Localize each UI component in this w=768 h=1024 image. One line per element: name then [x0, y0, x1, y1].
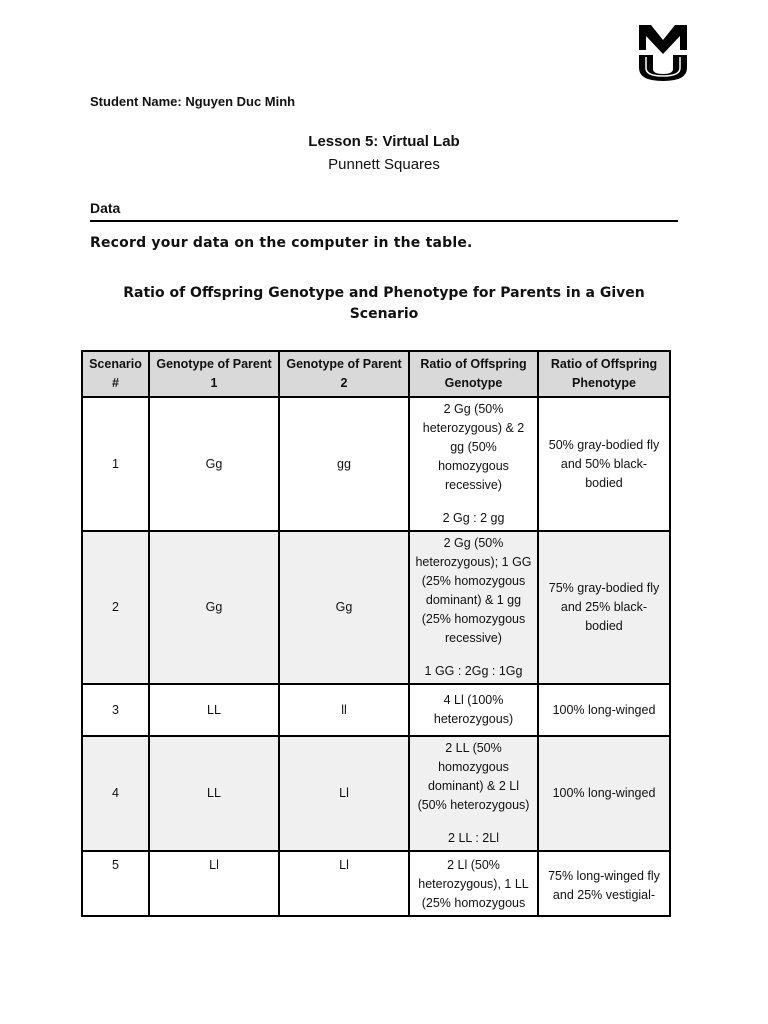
section-heading: Data — [90, 200, 121, 216]
table-row — [82, 531, 670, 684]
cell-phenotype: 100% long-winged — [538, 684, 670, 736]
table-row — [82, 851, 670, 916]
cell-phenotype: 100% long-winged — [538, 736, 670, 851]
data-table — [81, 350, 671, 917]
cell-scenario: 3 — [82, 684, 149, 736]
cell-parent2: Ll — [279, 851, 409, 916]
cell-scenario: 2 — [82, 531, 149, 684]
cell-genotype: 2 Gg (50% heterozygous); 1 GG (25% homozygous dominant) & 1 gg (25% homozygous recessive) 1 GG : 2Gg : 1Gg — [409, 531, 538, 684]
cell-parent2: gg — [279, 397, 409, 531]
cell-parent2: ll — [279, 684, 409, 736]
table-title: Ratio of Offspring Genotype and Phenotype for Parents in a Given Scenario — [123, 285, 645, 322]
mu-logo-icon — [638, 24, 688, 82]
header-scenario: Scenario # — [82, 351, 149, 397]
lesson-title: Lesson 5: Virtual Lab — [308, 133, 460, 150]
instruction-text: Record your data on the computer in the table. — [90, 235, 473, 251]
cell-parent1: Ll — [149, 851, 279, 916]
cell-genotype: 2 Ll (50% heterozygous), 1 LL (25% homozygous — [409, 851, 538, 916]
cell-parent1: Gg — [149, 397, 279, 531]
cell-phenotype: 50% gray-bodied fly and 50% black- bodied — [538, 397, 670, 531]
table-row — [82, 684, 670, 736]
header-offspring-genotype: Ratio of Offspring Genotype — [409, 351, 538, 397]
cell-genotype: 4 Ll (100% heterozygous) — [409, 684, 538, 736]
table-header-row — [82, 351, 670, 397]
table-row — [82, 397, 670, 531]
cell-phenotype: 75% long-winged fly and 25% vestigial- — [538, 851, 670, 916]
cell-parent1: LL — [149, 736, 279, 851]
section-divider — [90, 220, 678, 222]
cell-scenario: 5 — [82, 851, 149, 916]
cell-scenario: 1 — [82, 397, 149, 531]
cell-parent2: Ll — [279, 736, 409, 851]
cell-scenario: 4 — [82, 736, 149, 851]
header-parent1: Genotype of Parent 1 — [149, 351, 279, 397]
table-row — [82, 736, 670, 851]
cell-parent1: LL — [149, 684, 279, 736]
cell-phenotype: 75% gray-bodied fly and 25% black- bodied — [538, 531, 670, 684]
header-offspring-phenotype: Ratio of Offspring Phenotype — [538, 351, 670, 397]
header-parent2: Genotype of Parent 2 — [279, 351, 409, 397]
cell-parent2: Gg — [279, 531, 409, 684]
cell-genotype: 2 LL (50% homozygous dominant) & 2 Ll (50% heterozygous) 2 LL : 2Ll — [409, 736, 538, 851]
cell-genotype: 2 Gg (50% heterozygous) & 2 gg (50% homozygous recessive) 2 Gg : 2 gg — [409, 397, 538, 531]
cell-parent1: Gg — [149, 531, 279, 684]
lesson-subtitle: Punnett Squares — [328, 156, 440, 173]
student-name: Student Name: Nguyen Duc Minh — [90, 94, 296, 109]
